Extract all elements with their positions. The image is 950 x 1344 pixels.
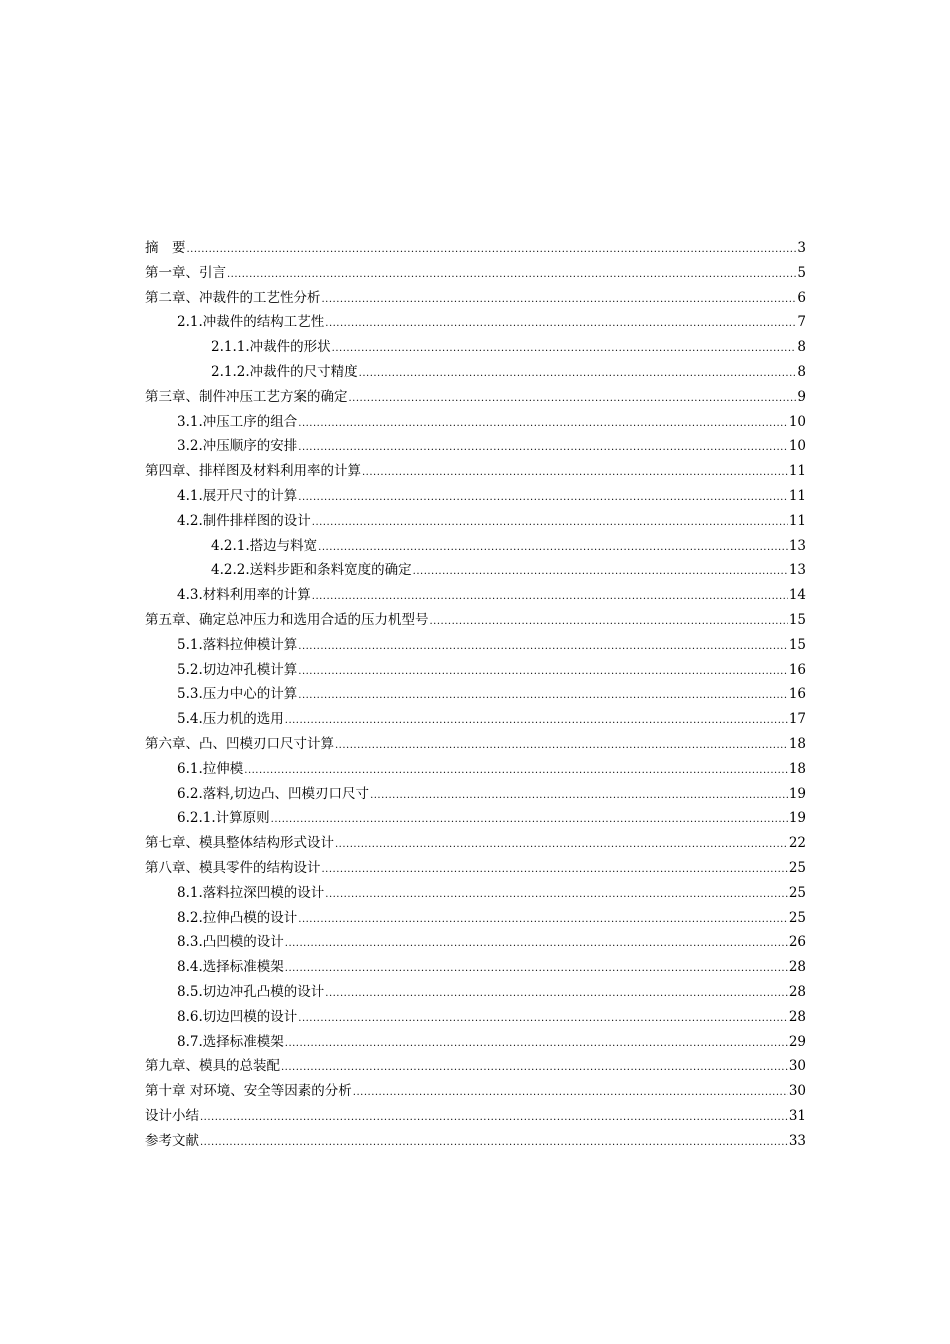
toc-leader-dots (298, 1007, 788, 1032)
toc-entry-title: 5.4.压力机的选用 (177, 711, 284, 728)
toc-entry-page-number: 25 (788, 909, 806, 926)
toc-entry-page-number: 28 (788, 1008, 806, 1025)
toc-entry[interactable] (145, 1104, 806, 1129)
toc-entry-page-number: 26 (788, 934, 806, 951)
toc-leader-dots (285, 957, 788, 982)
toc-entry[interactable] (145, 980, 806, 1005)
toc-entry-page-number: 9 (797, 388, 806, 405)
toc-leader-dots (325, 982, 788, 1007)
toc-entry-page-number: 28 (788, 983, 806, 1000)
toc-leader-dots (298, 436, 788, 461)
toc-entry-title: 第七章、模具整体结构形式设计 (145, 835, 334, 852)
toc-entry-title: 第二章、冲裁件的工艺性分析 (145, 289, 321, 306)
toc-entry[interactable] (145, 509, 806, 534)
toc-entry[interactable] (145, 732, 806, 757)
toc-entry-page-number: 11 (788, 463, 806, 480)
toc-leader-dots (298, 635, 788, 660)
toc-leader-dots (312, 511, 788, 536)
toc-entry-page-number: 18 (788, 735, 806, 752)
toc-entry[interactable] (145, 434, 806, 459)
toc-entry-page-number: 31 (788, 1107, 806, 1124)
toc-entry-page-number: 25 (788, 859, 806, 876)
toc-entry-page-number: 16 (788, 661, 806, 678)
toc-entry-page-number: 30 (788, 1083, 806, 1100)
toc-entry-page-number: 30 (788, 1058, 806, 1075)
toc-leader-dots (335, 833, 788, 858)
toc-entry-title: 2.1.2.冲裁件的尺寸精度 (211, 363, 358, 380)
toc-entry[interactable] (145, 558, 806, 583)
toc-leader-dots (332, 337, 797, 362)
toc-entry-title: 8.2.拉伸凸模的设计 (177, 909, 298, 926)
toc-entry[interactable] (145, 757, 806, 782)
toc-entry-page-number: 13 (788, 537, 806, 554)
toc-entry-page-number: 19 (788, 810, 806, 827)
toc-entry-title: 第三章、制件冲压工艺方案的确定 (145, 388, 348, 405)
toc-entry[interactable] (145, 1054, 806, 1079)
toc-entry-title: 8.7.选择标准模架 (177, 1033, 284, 1050)
toc-leader-dots (285, 932, 788, 957)
toc-leader-dots (430, 610, 788, 635)
table-of-contents (145, 236, 806, 1153)
toc-leader-dots (298, 684, 788, 709)
toc-entry[interactable] (145, 484, 806, 509)
toc-leader-dots (244, 759, 788, 784)
toc-entry[interactable] (145, 1079, 806, 1104)
toc-entry-page-number: 11 (788, 512, 806, 529)
toc-leader-dots (298, 660, 788, 685)
toc-leader-dots (322, 288, 797, 313)
toc-entry-title: 3.1.冲压工序的组合 (177, 413, 298, 430)
toc-entry-page-number: 5 (797, 264, 806, 281)
toc-entry[interactable] (145, 360, 806, 385)
toc-entry-page-number: 15 (788, 636, 806, 653)
toc-entry-title: 第八章、模具零件的结构设计 (145, 859, 321, 876)
toc-entry[interactable] (145, 261, 806, 286)
toc-leader-dots (187, 238, 797, 263)
toc-entry-title: 参考文献 (145, 1132, 199, 1149)
toc-leader-dots (325, 883, 788, 908)
toc-entry-title: 5.2.切边冲孔模计算 (177, 661, 298, 678)
toc-entry-title: 5.3.压力中心的计算 (177, 686, 298, 703)
toc-entry-title: 第六章、凸、凹模刃口尺寸计算 (145, 735, 334, 752)
toc-entry-title: 3.2.冲压顺序的安排 (177, 438, 298, 455)
toc-entry[interactable] (145, 906, 806, 931)
toc-entry-page-number: 14 (788, 587, 806, 604)
toc-leader-dots (312, 585, 788, 610)
toc-entry-page-number: 13 (788, 562, 806, 579)
toc-entry-page-number: 17 (788, 711, 806, 728)
toc-entry-title: 8.4.选择标准模架 (177, 959, 284, 976)
toc-entry-page-number: 28 (788, 959, 806, 976)
toc-entry-title: 设计小结 (145, 1107, 199, 1124)
toc-leader-dots (335, 734, 788, 759)
toc-leader-dots (413, 560, 788, 585)
toc-entry-page-number: 6 (797, 289, 806, 306)
toc-entry[interactable] (145, 707, 806, 732)
toc-leader-dots (298, 908, 788, 933)
toc-entry[interactable] (145, 583, 806, 608)
toc-entry-title: 6.2.1.计算原则 (177, 810, 270, 827)
toc-entry-title: 6.2.落料,切边凸、凹模刃口尺寸 (177, 785, 370, 802)
toc-entry-title: 2.1.1.冲裁件的形状 (211, 339, 331, 356)
toc-entry[interactable] (145, 385, 806, 410)
toc-entry-page-number: 8 (797, 363, 806, 380)
toc-entry-page-number: 16 (788, 686, 806, 703)
toc-entry-title: 4.2.2.送料步距和条料宽度的确定 (211, 562, 412, 579)
toc-leader-dots (349, 387, 797, 412)
toc-entry[interactable] (145, 831, 806, 856)
toc-entry-page-number: 10 (788, 413, 806, 430)
toc-entry-title: 第九章、模具的总装配 (145, 1058, 280, 1075)
toc-entry[interactable] (145, 682, 806, 707)
toc-entry[interactable] (145, 608, 806, 633)
toc-entry-page-number: 11 (788, 487, 806, 504)
toc-entry-title: 8.1.落料拉深凹模的设计 (177, 884, 325, 901)
toc-entry[interactable] (145, 335, 806, 360)
toc-entry-page-number: 19 (788, 785, 806, 802)
toc-leader-dots (370, 784, 788, 809)
toc-entry[interactable] (145, 930, 806, 955)
toc-entry-title: 2.1.冲裁件的结构工艺性 (177, 314, 325, 331)
toc-leader-dots (322, 858, 788, 883)
toc-entry[interactable] (145, 955, 806, 980)
toc-leader-dots (362, 461, 788, 486)
toc-leader-dots (298, 486, 788, 511)
toc-entry-title: 6.1.拉伸模 (177, 760, 244, 777)
toc-entry[interactable] (145, 1005, 806, 1030)
toc-entry[interactable] (145, 1030, 806, 1055)
toc-entry-page-number: 18 (788, 760, 806, 777)
toc-leader-dots (325, 312, 796, 337)
toc-entry-title: 8.6.切边凹模的设计 (177, 1008, 298, 1025)
toc-entry-page-number: 22 (788, 835, 806, 852)
toc-entry[interactable] (145, 856, 806, 881)
toc-leader-dots (200, 1131, 788, 1156)
toc-entry[interactable] (145, 806, 806, 831)
toc-entry-page-number: 29 (788, 1033, 806, 1050)
toc-entry-title: 4.2.制件排样图的设计 (177, 512, 311, 529)
toc-entry[interactable] (145, 286, 806, 311)
toc-entry-title: 8.5.切边冲孔凸模的设计 (177, 983, 325, 1000)
toc-entry[interactable] (145, 310, 806, 335)
toc-entry[interactable] (145, 633, 806, 658)
toc-leader-dots (298, 412, 788, 437)
toc-entry-page-number: 3 (797, 240, 806, 256)
toc-leader-dots (353, 1081, 788, 1106)
toc-entry[interactable] (145, 658, 806, 683)
toc-entry[interactable] (145, 534, 806, 559)
toc-entry[interactable] (145, 236, 806, 261)
toc-leader-dots (281, 1056, 788, 1081)
toc-entry-title: 5.1.落料拉伸模计算 (177, 636, 298, 653)
toc-entry-page-number: 15 (788, 611, 806, 628)
toc-entry-page-number: 33 (788, 1132, 806, 1149)
toc-leader-dots (359, 362, 797, 387)
toc-entry-page-number: 25 (788, 884, 806, 901)
toc-entry-title: 8.3.凸凹模的设计 (177, 934, 284, 951)
toc-entry-title: 4.2.1.搭边与料宽 (211, 537, 318, 554)
toc-entry-title: 4.1.展开尺寸的计算 (177, 487, 298, 504)
toc-leader-dots (271, 808, 788, 833)
toc-entry[interactable] (145, 1129, 806, 1154)
toc-entry-title: 第十章 对环境、安全等因素的分析 (145, 1083, 352, 1100)
toc-entry[interactable] (145, 782, 806, 807)
toc-leader-dots (227, 263, 796, 288)
toc-entry-page-number: 10 (788, 438, 806, 455)
toc-entry-page-number: 8 (797, 339, 806, 356)
toc-entry-title: 第四章、排样图及材料利用率的计算 (145, 463, 361, 480)
toc-entry-title: 第一章、引言 (145, 264, 226, 281)
toc-entry[interactable] (145, 410, 806, 435)
toc-entry[interactable] (145, 459, 806, 484)
toc-leader-dots (200, 1106, 788, 1131)
toc-entry-title: 4.3.材料利用率的计算 (177, 587, 311, 604)
toc-leader-dots (285, 1032, 788, 1057)
toc-entry-page-number: 7 (797, 314, 806, 331)
toc-entry[interactable] (145, 881, 806, 906)
toc-leader-dots (318, 536, 788, 561)
toc-leader-dots (285, 709, 788, 734)
toc-entry-title: 第五章、确定总冲压力和选用合适的压力机型号 (145, 611, 429, 628)
toc-entry-title: 摘 要 (145, 240, 186, 256)
